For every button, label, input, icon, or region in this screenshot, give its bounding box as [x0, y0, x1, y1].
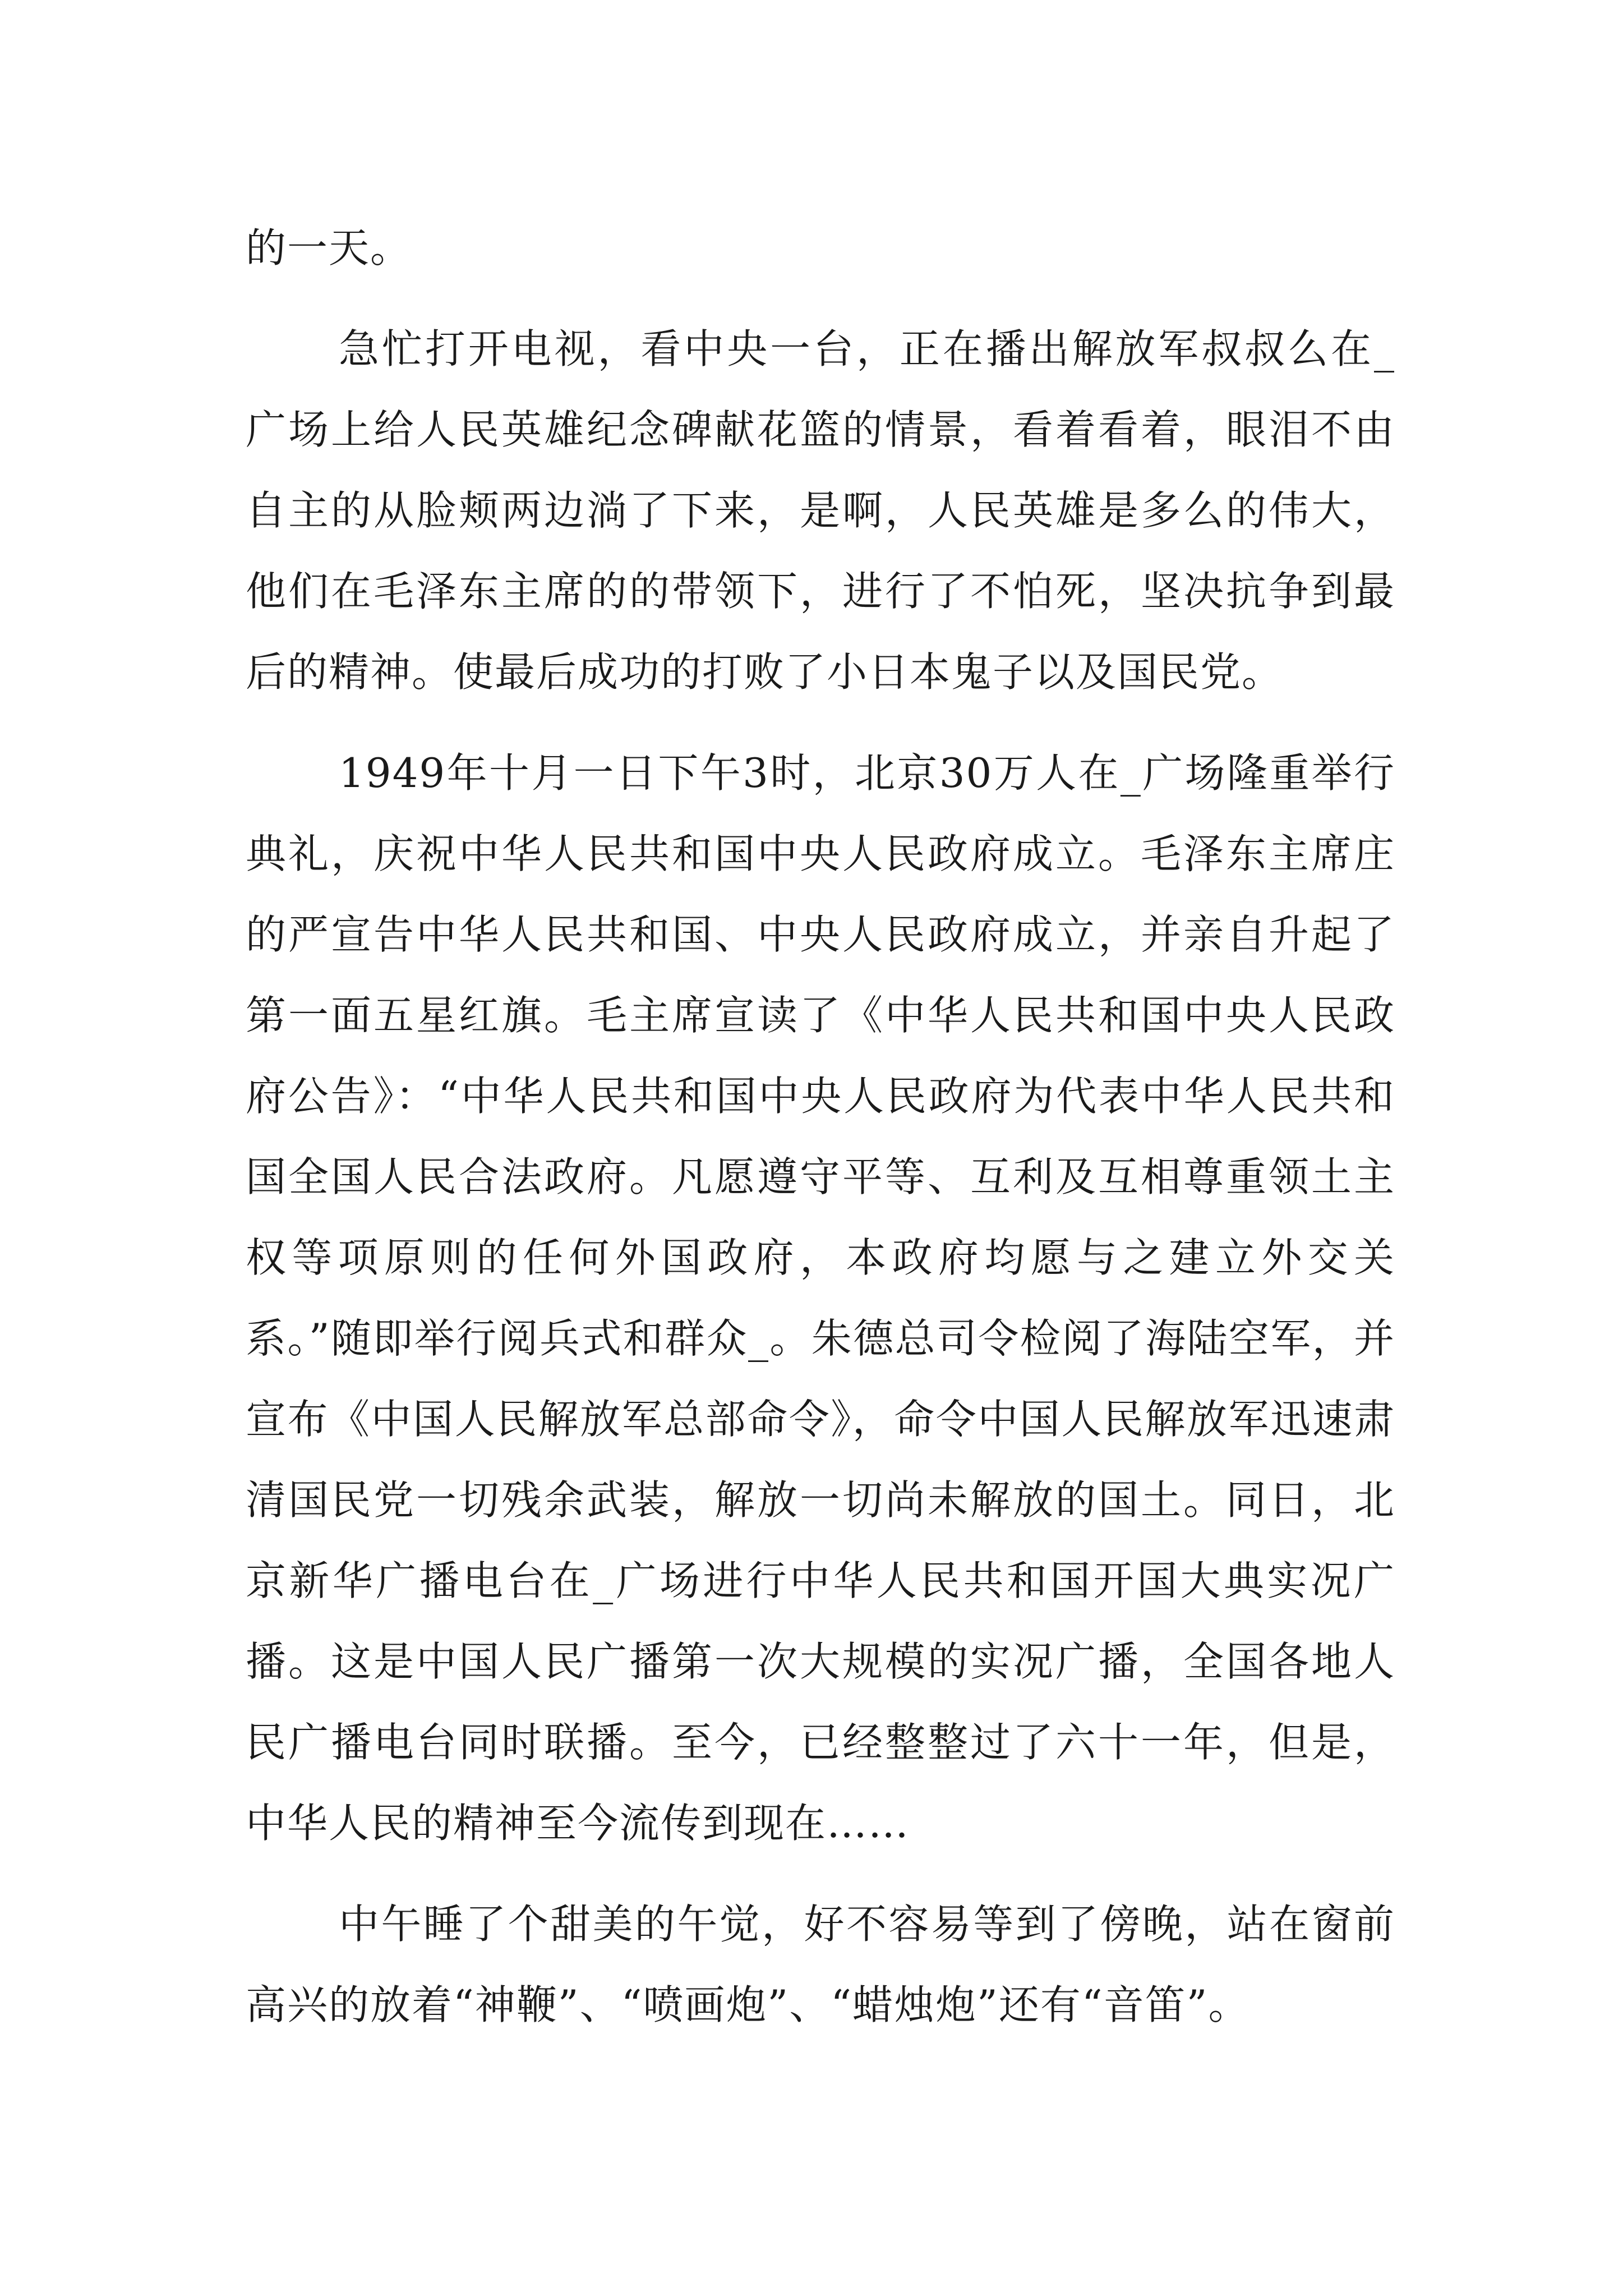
body-text	[246, 208, 1395, 2065]
paragraph-3: 1949年十月一日下午3时，北京30万人在_广场隆重举行典礼，庆祝中华人民共和国中央人民政府成立。毛泽东主席庄的严宣告中华人民共和国、中央人民政府成立，并亲自升起了第一面五星红旗。毛主席宣读了《中华人民共和国中央人民政府公告》：“中华人民共和国中央人民政府为代表中华人民共和国全国人民合法政府。凡愿遵守平等、互利及互相尊重领土主权等项原则的任何外国政府，本政府均愿与之建立外交关系。”随即举行阅兵式和群众_。朱德总司令检阅了海陆空军，并宣布《中国人民解放军总部命令》，命令中国人民解放军迅速肃清国民党一切残余武装，解放一切尚未解放的国土。同日，北京新华广播电台在_广场进行中华人民共和国开国大典实况广播。这是中国人民广播第一次大规模的实况广播，全国各地人民广播电台同时联播。至今，已经整整过了六十一年，但是，中华人民的精神至今流传到现在……	[246, 749, 1395, 1847]
paragraph-2: 急忙打开电视，看中央一台，正在播出解放军叔叔么在_广场上给人民英雄纪念碑献花篮的情景，看着看着，眼泪不由自主的从脸颊两边淌了下来，是啊，人民英雄是多么的伟大，他们在毛泽东主席的的带领下，进行了不怕死，坚决抗争到最后的精神。使最后成功的打败了小日本鬼子以及国民党。	[246, 325, 1395, 696]
paragraph-1: 的一天。	[246, 224, 412, 272]
paragraph-4: 中午睡了个甜美的午觉，好不容易等到了傍晚，站在窗前高兴的放着“神鞭”、“喷画炮”、“蜡烛炮”还有“音笛”。	[246, 1901, 1395, 2028]
